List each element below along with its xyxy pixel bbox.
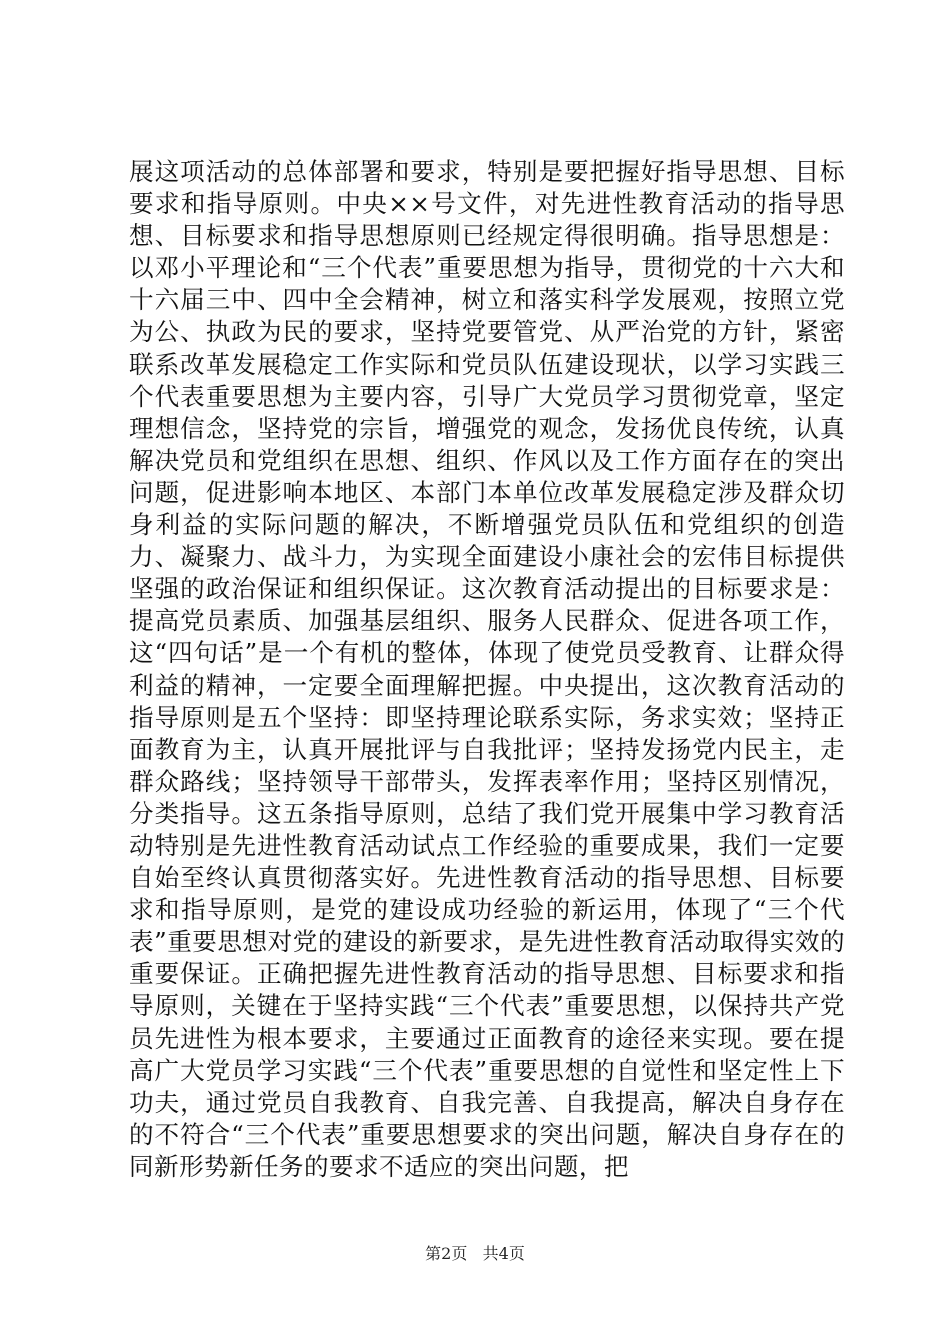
- footer-spacer: [472, 1244, 477, 1263]
- page-number: 第2页: [425, 1244, 468, 1263]
- page-total: 共4页: [482, 1244, 525, 1263]
- body-paragraph: 展这项活动的总体部署和要求，特别是要把握好指导思想、目标要求和指导原则。中央××号文件，对先进性教育活动的指导思想、目标要求和指导思想原则已经规定得很明确。指导思想是：以邓小平理论和“三个代表”重要思想为指导，贯彻党的十六大和十六届三中、四中全会精神，树立和落实科学发展观，按照立党为公、执政为民的要求，坚持党要管党、从严治党的方针，紧密联系改革发展稳定工作实际和党员队伍建设现状，以学习实践三个代表重要思想为主要内容，引导广大党员学习贯彻党章，坚定理想信念，坚持党的宗旨，增强党的观念，发扬优良传统，认真解决党员和党组织在思想、组织、作风以及工作方面存在的突出问题，促进影响本地区、本部门本单位改革发展稳定涉及群众切身利益的实际问题的解决，不断增强党员队伍和党组织的创造力、凝聚力、战斗力，为实现全面建设小康社会的宏伟目标提供坚强的政治保证和组织保证。这次教育活动提出的目标要求是：提高党员素质、加强基层组织、服务人民群众、促进各项工作，这“四句话”是一个有机的整体，体现了使党员受教育、让群众得利益的精神，一定要全面理解把握。中央提出，这次教育活动的指导原则是五个坚持：即坚持理论联系实际，务求实效；坚持正面教育为主，认真开展批评与自我批评；坚持发扬党内民主，走群众路线；坚持领导干部带头，发挥表率作用；坚持区别情况，分类指导。这五条指导原则，总结了我们党开展集中学习教育活动特别是先进性教育活动试点工作经验的重要成果，我们一定要自始至终认真贯彻落实好。先进性教育活动的指导思想、目标要求和指导原则，是党的建设成功经验的新运用，体现了“三个代表”重要思想对党的建设的新要求，是先进性教育活动取得实效的重要保证。正确把握先进性教育活动的指导思想、目标要求和指导原则，关键在于坚持实践“三个代表”重要思想，以保持共产党员先进性为根本要求，主要通过正面教育的途径来实现。要在提高广大党员学习实践“三个代表”重要思想的自觉性和坚定性上下功夫，通过党员自我教育、自我完善、自我提高，解决自身存在的不符合“三个代表”重要思想要求的突出问题，解决自身存在的同新形势新任务的要求不适应的突出问题，把: [129, 157, 845, 1181]
- page-footer: [0, 1241, 950, 1264]
